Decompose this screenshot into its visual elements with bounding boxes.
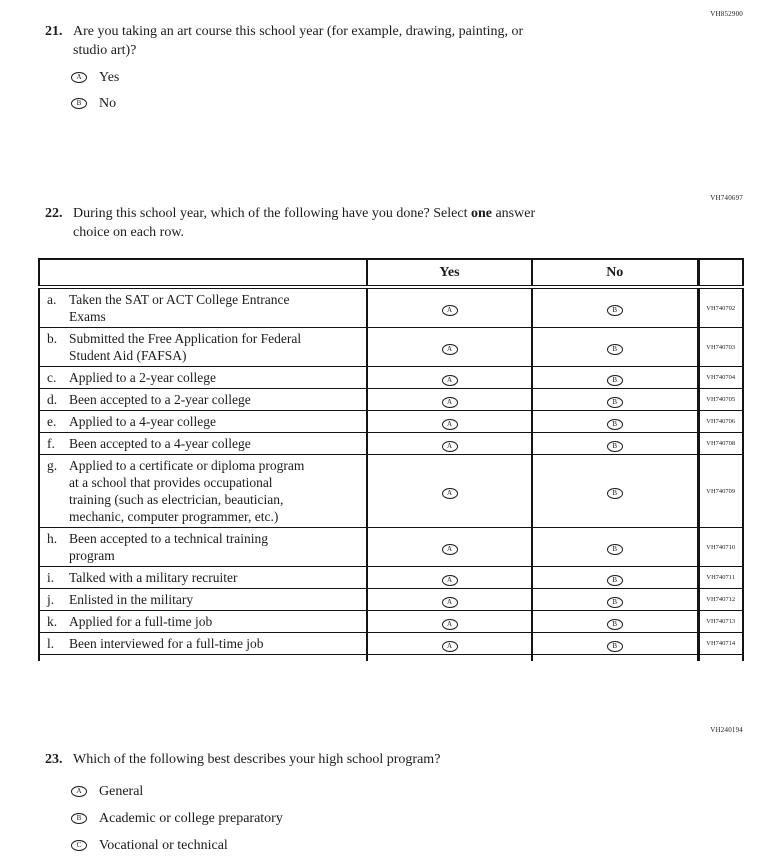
question-23-text: Which of the following best describes your high school program? (73, 752, 441, 767)
row-text: Been accepted to a technical training program (69, 531, 269, 563)
table-row (39, 528, 743, 567)
row-no-cell[interactable] (532, 433, 698, 455)
table-row (39, 455, 743, 528)
table-row (39, 389, 743, 411)
yes-bubble[interactable]: A (442, 397, 458, 408)
row-text: Applied to a certificate or diploma program at a school that provides occupational training (such as electrician, beautician, mechanic, computer programmer, etc.) (69, 458, 305, 524)
yes-bubble[interactable]: A (442, 575, 458, 586)
question-21-number: 21. (45, 24, 63, 39)
table-cut-row (39, 655, 743, 661)
row-no-cell[interactable] (532, 367, 698, 389)
row-text: Enlisted in the military (69, 592, 194, 607)
question-21-text-line1: Are you taking an art course this school year (for example, drawing, painting, or (73, 24, 524, 39)
row-letter: f. (47, 436, 55, 451)
question-23-number: 23. (45, 752, 63, 767)
row-yes-cell[interactable] (367, 633, 532, 655)
row-no-cell[interactable] (532, 611, 698, 633)
row-text: Applied to a 4-year college (69, 414, 216, 429)
table-row (39, 328, 743, 367)
table-row (39, 633, 743, 655)
row-yes-cell[interactable] (367, 567, 532, 589)
row-stem-cell (39, 411, 367, 433)
row-stem-cell (39, 455, 367, 528)
no-bubble[interactable]: B (607, 441, 623, 452)
option-no[interactable] (71, 90, 523, 116)
row-code: VH740712 (698, 589, 743, 611)
row-code: VH740706 (698, 411, 743, 433)
yes-bubble[interactable]: A (442, 375, 458, 386)
question-22-code: VH740697 (710, 194, 743, 202)
row-yes-cell[interactable] (367, 328, 532, 367)
table-header-code-empty (698, 259, 743, 287)
row-letter: h. (47, 531, 58, 546)
row-letter: l. (47, 636, 55, 651)
row-stem-cell (39, 433, 367, 455)
row-code: VH740704 (698, 367, 743, 389)
no-bubble[interactable]: B (607, 397, 623, 408)
row-code: VH740703 (698, 328, 743, 367)
row-text: Been accepted to a 2-year college (69, 392, 251, 407)
answer-bubble-a-icon[interactable]: A (71, 72, 87, 83)
row-code: VH740709 (698, 455, 743, 528)
row-stem-cell (39, 633, 367, 655)
row-text: Taken the SAT or ACT College Entrance Exams (69, 292, 290, 324)
row-no-cell[interactable] (532, 528, 698, 567)
row-code: VH740710 (698, 528, 743, 567)
table-header-empty (39, 259, 367, 287)
q22-table-body (39, 287, 743, 661)
row-letter: e. (47, 414, 57, 429)
yes-bubble[interactable]: A (442, 419, 458, 430)
question-22-text-post: answer (491, 206, 536, 221)
option-yes[interactable] (71, 64, 523, 90)
row-text: Been accepted to a 4-year college (69, 436, 251, 451)
row-stem-cell (39, 328, 367, 367)
row-letter: j. (47, 592, 55, 607)
row-yes-cell[interactable] (367, 389, 532, 411)
yes-bubble[interactable]: A (442, 597, 458, 608)
question-22-table (38, 258, 744, 661)
row-stem-cell (39, 611, 367, 633)
no-bubble[interactable]: B (607, 375, 623, 386)
row-letter: k. (47, 614, 58, 629)
yes-bubble[interactable]: A (442, 344, 458, 355)
row-code: VH740705 (698, 389, 743, 411)
row-yes-cell[interactable] (367, 611, 532, 633)
no-bubble[interactable]: B (607, 597, 623, 608)
row-no-cell[interactable] (532, 589, 698, 611)
row-yes-cell[interactable] (367, 589, 532, 611)
question-21-options (73, 64, 523, 116)
row-stem-cell (39, 567, 367, 589)
no-bubble[interactable]: B (607, 419, 623, 430)
table-row (39, 611, 743, 633)
row-yes-cell[interactable] (367, 433, 532, 455)
no-bubble[interactable]: B (607, 544, 623, 555)
row-code: VH740714 (698, 633, 743, 655)
question-21-code: VH852900 (710, 10, 743, 18)
no-bubble[interactable]: B (607, 619, 623, 630)
row-letter: b. (47, 331, 58, 346)
no-bubble[interactable]: B (607, 575, 623, 586)
row-letter: a. (47, 292, 57, 307)
question-21 (45, 22, 523, 116)
question-23-options (73, 778, 440, 859)
row-text: Submitted the Free Application for Federal Student Aid (FAFSA) (69, 331, 302, 363)
row-code: VH740708 (698, 433, 743, 455)
no-bubble[interactable]: B (607, 344, 623, 355)
option-academic-label: Academic or college preparatory (99, 811, 283, 826)
row-stem-cell (39, 528, 367, 567)
option-general-label: General (99, 784, 144, 799)
table-row (39, 589, 743, 611)
row-no-cell[interactable] (532, 287, 698, 328)
row-no-cell[interactable] (532, 455, 698, 528)
answer-bubble-a-icon[interactable]: A (71, 786, 87, 797)
row-letter: i. (47, 570, 55, 585)
answer-bubble-b-icon[interactable]: B (71, 813, 87, 824)
row-code: VH740713 (698, 611, 743, 633)
option-academic[interactable] (71, 805, 440, 832)
question-22-text-line1 (73, 204, 535, 223)
row-text: Talked with a military recruiter (69, 570, 238, 585)
row-code: VH740711 (698, 567, 743, 589)
table-header-no: No (532, 259, 698, 287)
row-text: Applied to a 2-year college (69, 370, 216, 385)
option-no-label: No (99, 95, 117, 111)
no-bubble[interactable]: B (607, 305, 623, 316)
option-general[interactable] (71, 778, 440, 805)
row-text: Applied for a full-time job (69, 614, 213, 629)
row-stem-cell (39, 389, 367, 411)
question-22-text-bold: one (470, 206, 492, 221)
row-letter: g. (47, 458, 58, 473)
row-no-cell[interactable] (532, 567, 698, 589)
option-vocational[interactable] (71, 832, 440, 859)
no-bubble[interactable]: B (607, 641, 623, 652)
table-row (39, 567, 743, 589)
row-letter: c. (47, 370, 57, 385)
question-22-number: 22. (45, 206, 63, 221)
table-row (39, 367, 743, 389)
table-row (39, 433, 743, 455)
row-yes-cell[interactable] (367, 528, 532, 567)
yes-bubble[interactable]: A (442, 544, 458, 555)
option-vocational-label: Vocational or technical (99, 838, 228, 853)
row-text: Been interviewed for a full-time job (69, 636, 264, 651)
question-21-text-line2: studio art)? (73, 43, 137, 58)
row-yes-cell[interactable] (367, 367, 532, 389)
row-yes-cell[interactable] (367, 455, 532, 528)
row-no-cell[interactable] (532, 389, 698, 411)
yes-bubble[interactable]: A (442, 305, 458, 316)
row-no-cell[interactable] (532, 328, 698, 367)
table-row (39, 287, 743, 328)
row-yes-cell[interactable] (367, 411, 532, 433)
yes-bubble[interactable]: A (442, 488, 458, 499)
row-yes-cell[interactable] (367, 287, 532, 328)
table-row (39, 411, 743, 433)
question-22-text-pre: During this school year, which of the following have you done? Select (73, 206, 471, 221)
answer-bubble-c-icon[interactable]: C (71, 840, 87, 851)
row-no-cell[interactable] (532, 411, 698, 433)
answer-bubble-b-icon[interactable]: B (71, 98, 87, 109)
table-header-row (39, 259, 743, 287)
table-header-yes: Yes (367, 259, 532, 287)
row-no-cell[interactable] (532, 633, 698, 655)
no-bubble[interactable]: B (607, 488, 623, 499)
row-stem-cell (39, 589, 367, 611)
row-letter: d. (47, 392, 58, 407)
row-code: VH740702 (698, 287, 743, 328)
option-yes-label: Yes (99, 69, 120, 85)
question-22-text-line2: choice on each row. (73, 225, 185, 240)
question-23 (45, 750, 440, 859)
question-23-code: VH240194 (710, 726, 743, 734)
yes-bubble[interactable]: A (442, 441, 458, 452)
row-stem-cell (39, 287, 367, 328)
row-stem-cell (39, 367, 367, 389)
yes-bubble[interactable]: A (442, 619, 458, 630)
question-22 (45, 204, 535, 242)
yes-bubble[interactable]: A (442, 641, 458, 652)
